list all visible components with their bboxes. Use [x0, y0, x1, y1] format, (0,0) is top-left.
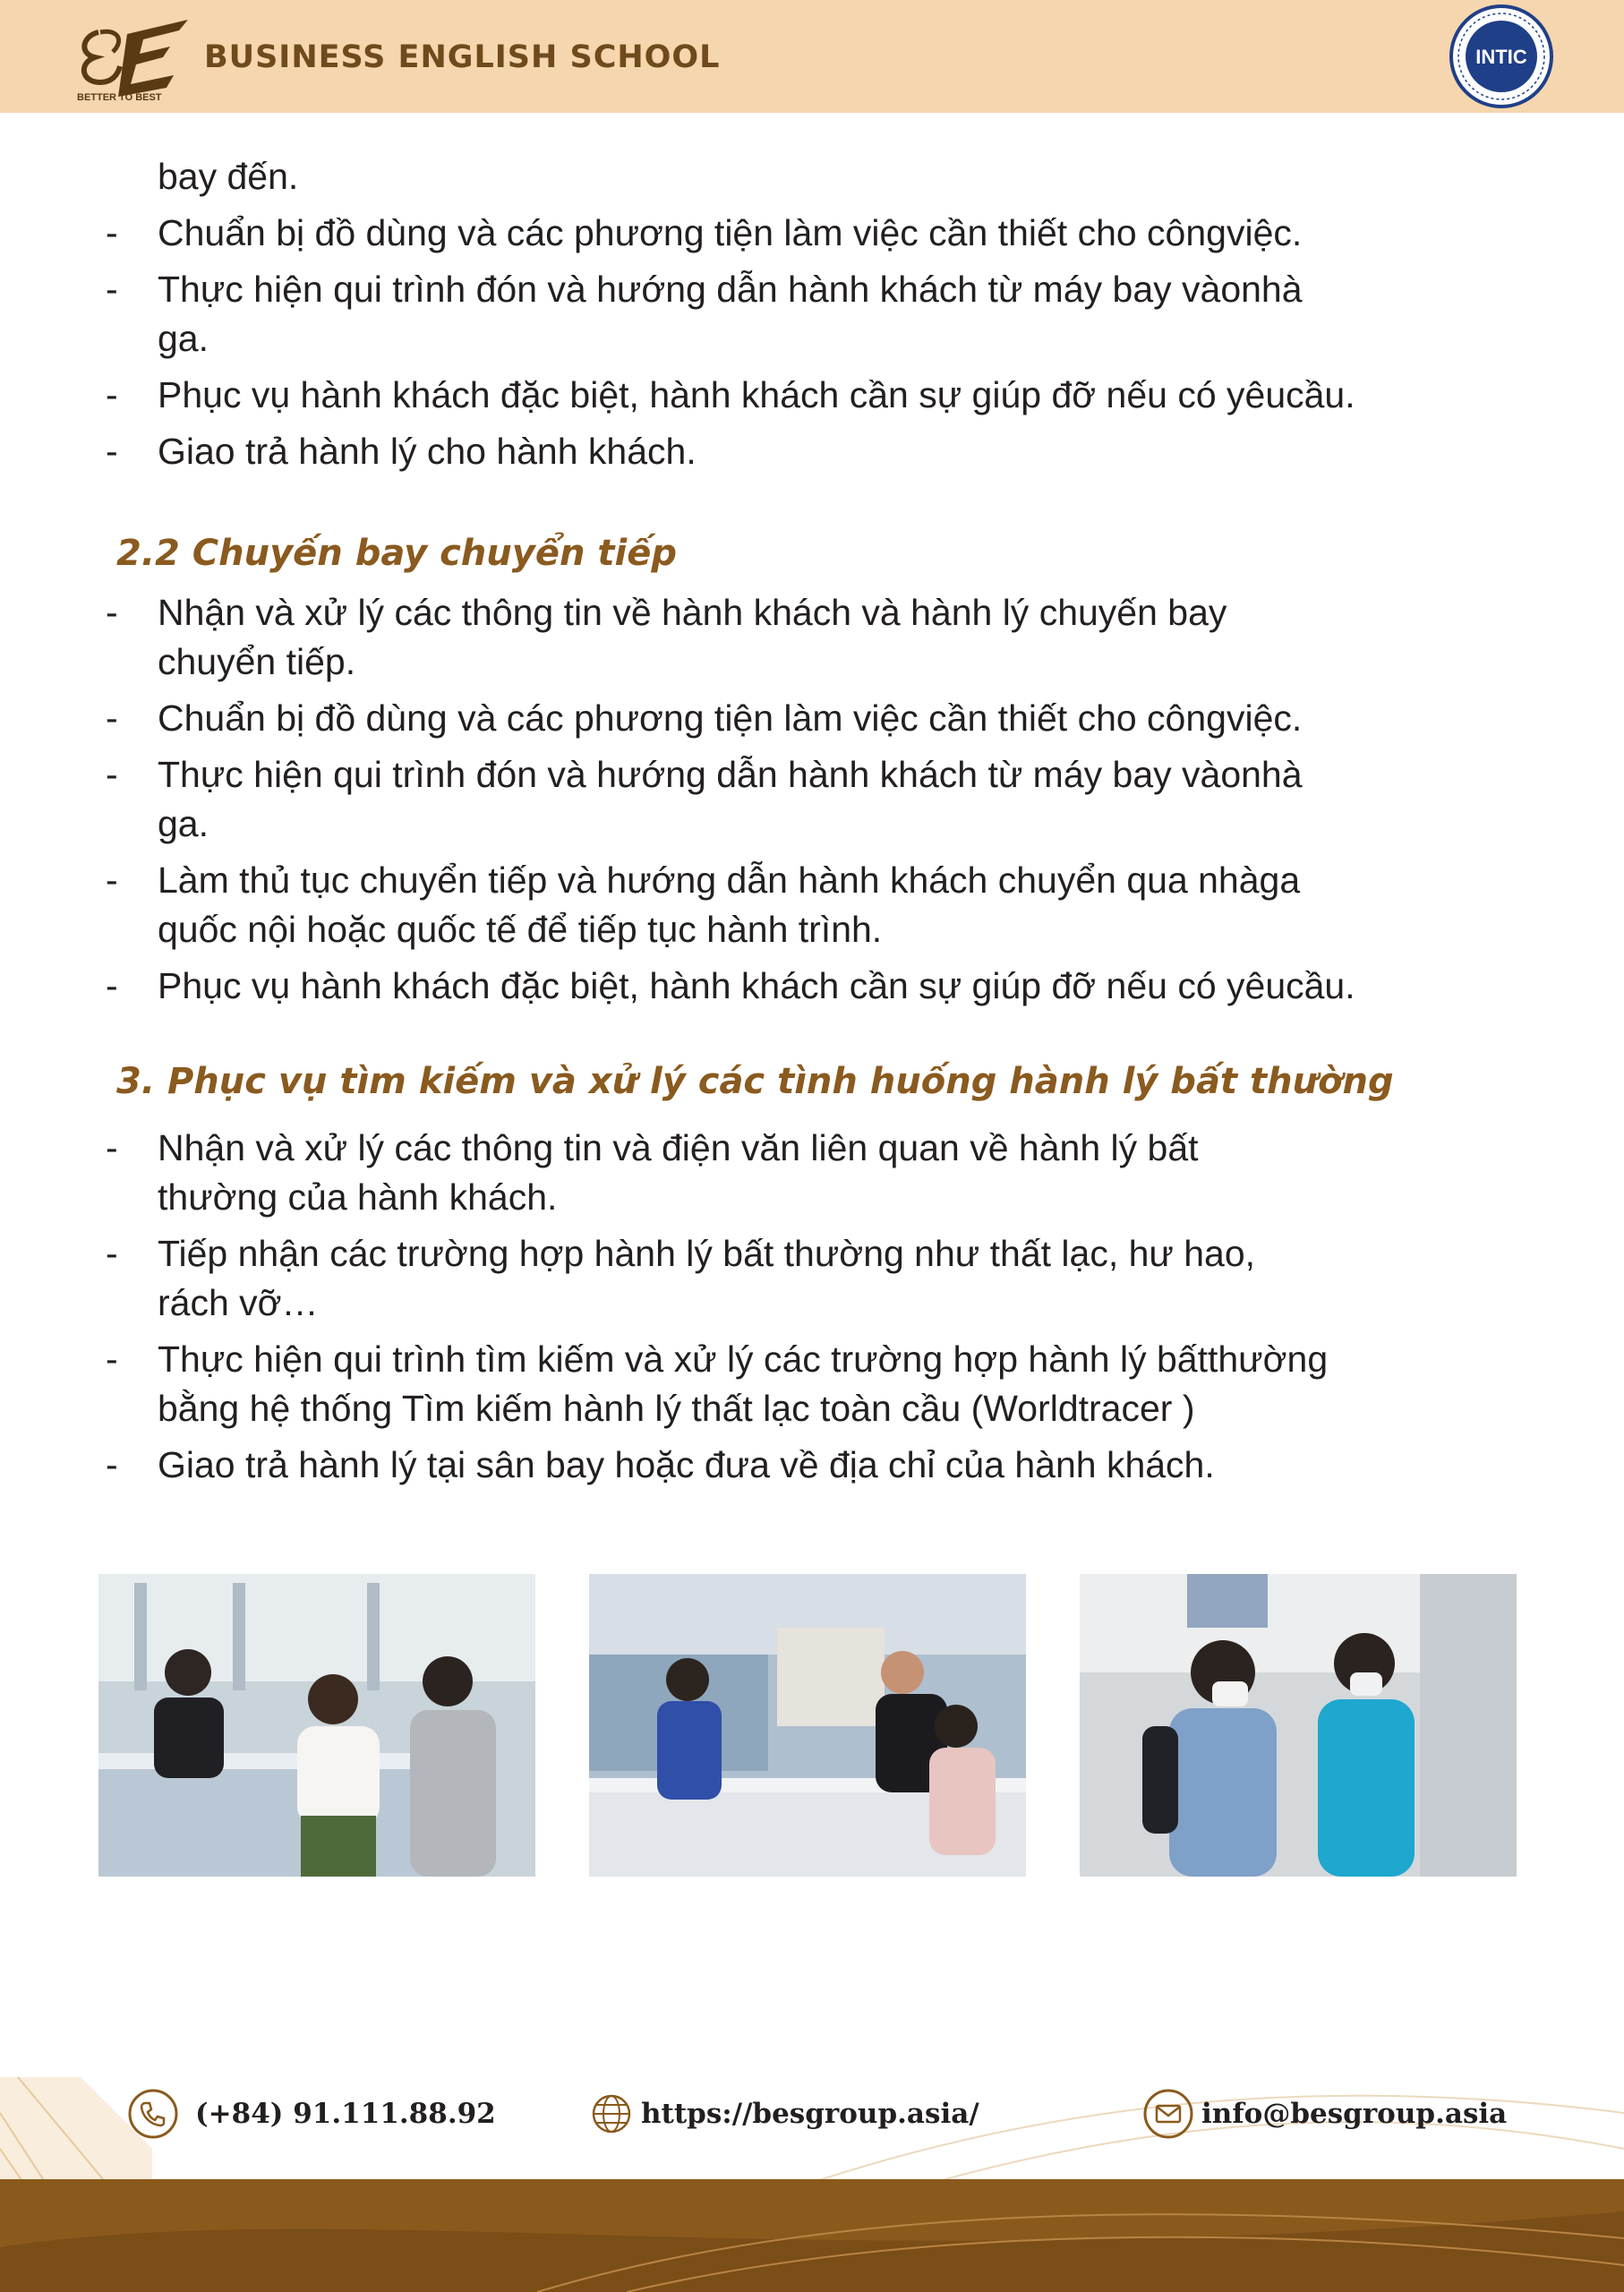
list-item: Chuẩn bị đồ dùng và các phương tiện làm việc cần thiết cho côngviệc.: [158, 697, 1303, 739]
intic-seal-icon: [1449, 4, 1554, 109]
list-item-continued: quốc nội hoặc quốc tế để tiếp tục hành trình.: [158, 909, 883, 950]
list-item-continued: rách vỡ…: [158, 1282, 319, 1323]
list-item-continued: thường của hành khách.: [158, 1176, 558, 1218]
bullet-dash: -: [106, 965, 118, 1006]
footer-decoration: [0, 2059, 1624, 2292]
bullet-dash: -: [106, 269, 118, 310]
brand-name: BUSINESS ENGLISH SCHOOL: [204, 39, 721, 75]
list-item: Nhận và xử lý các thông tin về hành khách và hành lý chuyến bay: [158, 592, 1227, 633]
list-item-continued: chuyển tiếp.: [158, 641, 356, 682]
text-continuation: bay đến.: [158, 156, 299, 197]
bullet-dash: -: [106, 1338, 118, 1380]
photo-service-desk: [589, 1574, 1026, 1877]
website-url: https://besgroup.asia/: [641, 2098, 979, 2130]
bes-logo-icon: [73, 16, 195, 102]
bullet-dash: -: [106, 374, 118, 415]
photo-check-in-counter: [98, 1574, 535, 1877]
bullet-dash: -: [106, 212, 118, 253]
list-item: Thực hiện qui trình tìm kiếm và xử lý các trường hợp hành lý bấtthường: [158, 1338, 1329, 1380]
bullet-dash: -: [106, 754, 118, 795]
list-item: Thực hiện qui trình đón và hướng dẫn hành khách từ máy bay vàonhà: [158, 269, 1303, 310]
phone-number: (+84) 91.111.88.92: [195, 2098, 496, 2130]
photo-passenger-with-mask: [1080, 1574, 1517, 1877]
bullet-dash: -: [106, 1444, 118, 1485]
bullet-dash: -: [106, 592, 118, 633]
list-item: Giao trả hành lý tại sân bay hoặc đưa về địa chỉ của hành khách.: [158, 1444, 1215, 1485]
list-item-continued: ga.: [158, 318, 209, 359]
list-item: Làm thủ tục chuyển tiếp và hướng dẫn hành khách chuyển qua nhàga: [158, 860, 1301, 901]
list-item: Phục vụ hành khách đặc biệt, hành khách cần sự giúp đỡ nếu có yêucầu.: [158, 965, 1355, 1006]
logo-tagline: BETTER TO BEST: [77, 92, 162, 102]
phone-icon: [127, 2088, 179, 2140]
list-item: Tiếp nhận các trường hợp hành lý bất thường như thất lạc, hư hao,: [158, 1233, 1256, 1274]
page-header: [0, 0, 1624, 113]
bullet-dash: -: [106, 1233, 118, 1274]
list-item: Phục vụ hành khách đặc biệt, hành khách cần sự giúp đỡ nếu có yêucầu.: [158, 374, 1355, 415]
list-item: Chuẩn bị đồ dùng và các phương tiện làm việc cần thiết cho côngviệc.: [158, 212, 1303, 253]
list-item: Giao trả hành lý cho hành khách.: [158, 431, 697, 472]
list-item: Thực hiện qui trình đón và hướng dẫn hành khách từ máy bay vàonhà: [158, 754, 1303, 795]
bullet-dash: -: [106, 431, 118, 472]
section-heading: 2.2 Chuyến bay chuyển tiếp: [116, 533, 677, 574]
email-address: info@besgroup.asia: [1201, 2098, 1508, 2130]
list-item: Nhận và xử lý các thông tin và điện văn liên quan về hành lý bất: [158, 1127, 1199, 1168]
seal-label: INTIC: [1475, 46, 1527, 68]
bullet-dash: -: [106, 1127, 118, 1168]
list-item-continued: bằng hệ thống Tìm kiếm hành lý thất lạc toàn cầu (Worldtracer ): [158, 1388, 1195, 1429]
section-heading: 3. Phục vụ tìm kiếm và xử lý các tình huống hành lý bất thường: [116, 1061, 1394, 1102]
mail-icon: [1142, 2088, 1194, 2140]
bullet-dash: -: [106, 860, 118, 901]
globe-icon: [585, 2088, 637, 2140]
bullet-dash: -: [106, 697, 118, 739]
list-item-continued: ga.: [158, 803, 209, 844]
